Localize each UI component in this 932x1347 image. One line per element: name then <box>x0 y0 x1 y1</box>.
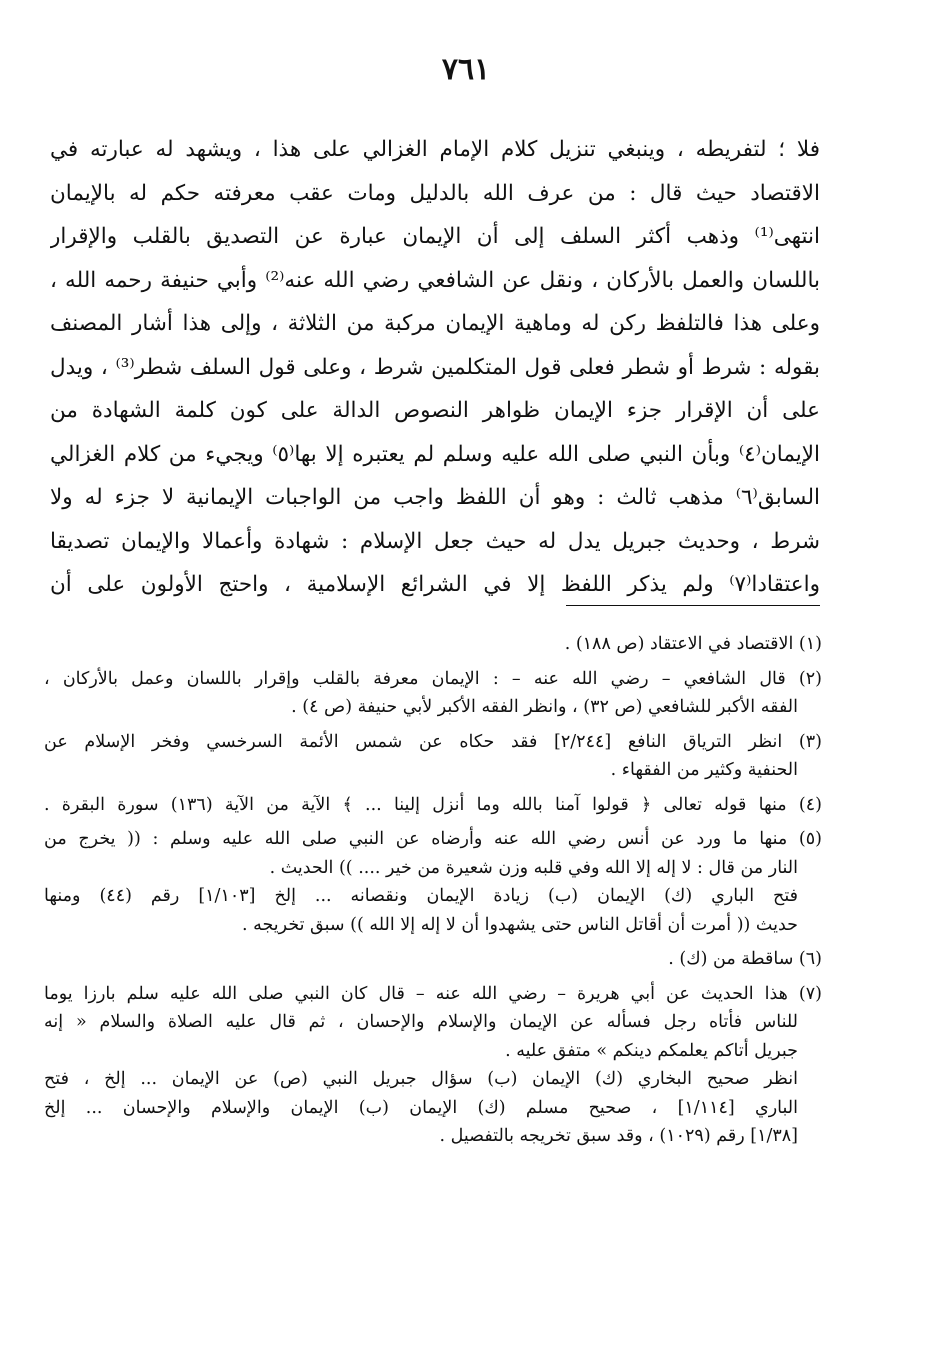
footnote-1 <box>44 630 822 659</box>
footnote-3 <box>44 728 822 785</box>
body-line: انتهى⁽¹⁾ وذهب أكثر السلف إلى أن الإيمان عبارة عن التصديق بالقلب والإقرار <box>50 224 820 249</box>
footnote-line: (١) الاقتصاد في الاعتقاد (ص ١٨٨) . <box>564 634 822 654</box>
body-line: السابق⁽٦⁾ مذهب ثالث : وهو أن اللفظ واجب من الواجبات الإيمانية لا جزء له ولا <box>50 485 820 510</box>
body-line: الإيمان⁽٤⁾ وبأن النبي صلى الله عليه وسلم لم يعتبره إلا بها⁽٥⁾ ويجيء من كلام الغزالي <box>50 441 820 467</box>
footnote-5 <box>44 825 822 939</box>
body-line: على أن الإقرار جزء الإيمان ظواهر النصوص الدالة على كون كلمة الشهادة من <box>50 398 820 423</box>
footnote-line: (٣) انظر الترياق النافع [٢/٢٤٤] فقد حكاه عن شمس الأئمة السرخسي وفخر الإسلام عن <box>44 731 822 752</box>
footnote-line: حديث (( أمرت أن أقاتل الناس حتى يشهدوا أن لا إله إلا الله )) سبق تخريجه . <box>242 914 798 935</box>
footnote-4 <box>44 791 822 820</box>
footnote-line: للناس فأتاه رجل فسأله عن الإيمان والإسلام والإحسان ، ثم قال عليه الصلاة والسلام « إنه <box>44 1012 798 1032</box>
body-line: باللسان والعمل بالأركان ، ونقل عن الشافعي رضي الله عنه⁽²⁾ وأبي حنيفة رحمه الله ، <box>50 267 820 293</box>
body-line: بقوله : شرط أو شطر فعلى قول المتكلمين شرط ، وعلى قول السلف شطر⁽³⁾ ، ويدل <box>50 354 820 380</box>
body-line: وعلى هذا فالتلفظ ركن له وماهية الإيمان مركبة من الثلاثة ، وإلى هذا أشار المصنف <box>50 311 820 336</box>
footnote-line: فتح الباري (ك) الإيمان (ب) زيادة الإيمان ونقصانه ... إلخ [١/١٠٣] رقم (٤٤) ومنها <box>44 886 798 906</box>
footnote-line: جبريل أتاكم يعلمكم دينكم » متفق عليه . <box>505 1040 798 1061</box>
footnote-6 <box>44 945 822 974</box>
body-line: فلا ؛ لتفريطه ، وينبغي تنزيل كلام الإمام الغزالي على هذا ، ويشهد له عبارته في <box>50 137 820 162</box>
footnote-line: النار من قال : لا إله إلا الله وفي قلبه وزن شعيرة من خير .... )) الحديث . <box>269 857 798 878</box>
footnote-2 <box>44 665 822 722</box>
footnote-line: (٢) قال الشافعي – رضي الله عنه – : الإيمان معرفة بالقلب وإقرار باللسان وعمل بالأركان ، <box>44 668 822 689</box>
main-body-text <box>50 128 820 607</box>
footnote-line: الفقه الأكبر للشافعي (ص ٣٢) ، وانظر الفقه الأكبر لأبي حنيفة (ص ٤) . <box>291 697 798 717</box>
footnote-line: [١/٣٨] رقم (١٠٢٩) ، وقد سبق تخريجه بالتفصيل . <box>439 1126 798 1146</box>
footnote-line: الحنفية وكثير من الفقهاء . <box>610 760 798 780</box>
body-line: شرط ، وحديث جبريل يدل له حيث جعل الإسلام : شهادة وأعمالا والإيمان تصديقا <box>50 528 820 554</box>
footnote-separator <box>566 605 820 606</box>
footnote-line: (٤) منها قوله تعالى ﴿ قولوا آمنا بالله وما أنزل إلينا ... ﴾ الآية من الآية (١٣٦) سورة البقرة . <box>44 794 822 815</box>
body-line: واعتقادا⁽٧⁾ ولم يذكر اللفظ إلا في الشرائع الإسلامية ، واحتج الأولون على أن <box>50 572 820 597</box>
footnotes-section <box>44 630 822 1151</box>
footnote-7 <box>44 980 822 1151</box>
footnote-line: (٥) منها ما ورد عن أنس رضي الله عنه وأرضاه عن النبي صلى الله عليه وسلم : (( يخرج من <box>44 829 822 849</box>
footnote-line: (٧) هذا الحديث عن أبي هريرة – رضي الله عنه – قال كان النبي صلى الله عليه سلم بارزا يوما <box>44 983 822 1004</box>
body-line: الاقتصاد حيث قال : من عرف الله بالدليل ومات عقب معرفته حكم له بالإيمان <box>50 180 820 206</box>
footnote-line: (٦) ساقطة من (ك) . <box>668 949 822 969</box>
footnote-line: انظر صحيح البخاري (ك) الإيمان (ب) سؤال جبريل النبي (ص) عن الإيمان ... إلخ ، فتح <box>44 1069 798 1089</box>
footnote-line: الباري [١/١١٤] ، صحيح مسلم (ك) الإيمان (ب) الإيمان والإسلام والإحسان ... إلخ <box>44 1097 798 1118</box>
page-number: ٧٦١ <box>441 52 491 87</box>
